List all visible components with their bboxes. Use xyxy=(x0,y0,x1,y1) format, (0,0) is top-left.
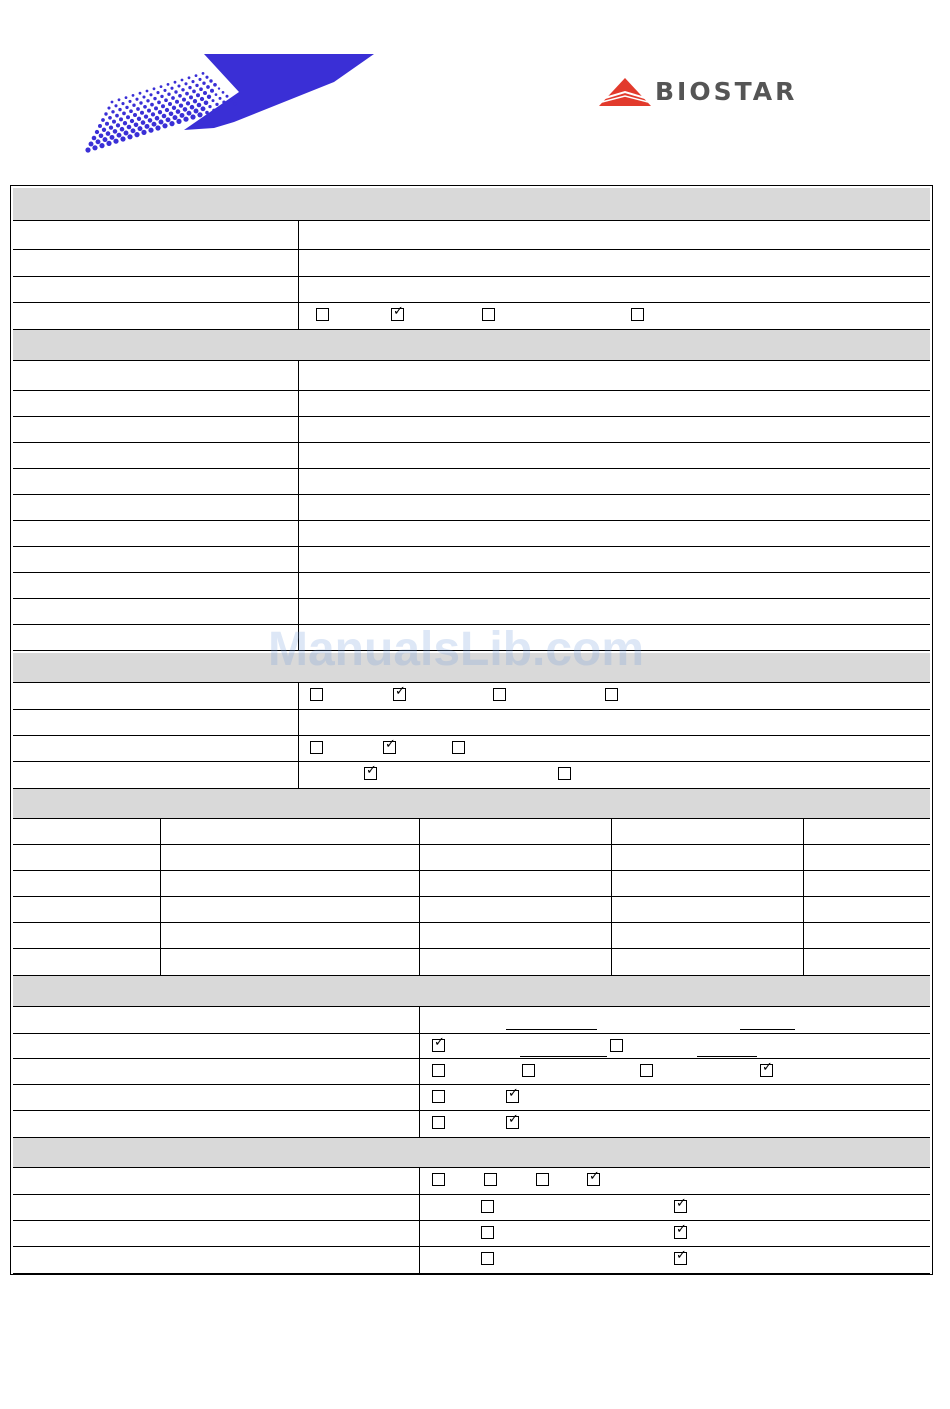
section-5-row xyxy=(13,1059,930,1085)
section-6-row xyxy=(13,1195,930,1221)
option-checkbox[interactable] xyxy=(383,737,396,754)
column-divider xyxy=(160,845,161,870)
section-2-row xyxy=(13,495,930,521)
section-6-row xyxy=(13,1221,930,1247)
section-4-row xyxy=(13,949,930,976)
section-1-row xyxy=(13,303,930,330)
option-checkbox[interactable] xyxy=(432,1173,445,1186)
column-divider xyxy=(419,1007,420,1033)
column-divider xyxy=(611,845,612,870)
section-1-row xyxy=(13,277,930,303)
column-divider xyxy=(419,923,420,948)
column-divider xyxy=(419,845,420,870)
section-3-row xyxy=(13,683,930,710)
column-divider xyxy=(803,871,804,896)
column-divider xyxy=(611,897,612,922)
option-checkbox[interactable] xyxy=(452,741,465,754)
option-checkbox[interactable] xyxy=(506,1086,519,1103)
section-2-row xyxy=(13,417,930,443)
column-divider xyxy=(160,871,161,896)
column-divider xyxy=(611,923,612,948)
section-3-row xyxy=(13,736,930,762)
watermark: ManualsLib.com xyxy=(268,623,645,676)
option-checkbox[interactable] xyxy=(481,1252,494,1265)
column-divider xyxy=(298,495,299,520)
option-checkbox[interactable] xyxy=(391,304,404,321)
column-divider xyxy=(611,949,612,975)
column-divider xyxy=(160,949,161,975)
column-divider xyxy=(419,871,420,896)
column-divider xyxy=(298,469,299,494)
column-divider xyxy=(419,1085,420,1110)
column-divider xyxy=(803,949,804,975)
column-divider xyxy=(298,573,299,598)
section-5-row xyxy=(13,1085,930,1111)
column-divider xyxy=(419,949,420,975)
section-1-row xyxy=(13,221,930,250)
column-divider xyxy=(298,277,299,302)
section-header-2 xyxy=(13,330,930,361)
section-2-row xyxy=(13,573,930,599)
column-divider xyxy=(298,250,299,276)
section-2-row xyxy=(13,469,930,495)
section-3-row xyxy=(13,710,930,736)
section-5-row xyxy=(13,1007,930,1034)
column-divider xyxy=(803,897,804,922)
section-5-row xyxy=(13,1111,930,1138)
option-checkbox[interactable] xyxy=(482,308,495,321)
check-mark-icon: ✓ xyxy=(508,1112,519,1127)
option-checkbox[interactable] xyxy=(432,1090,445,1103)
column-divider xyxy=(803,819,804,844)
section-2-row xyxy=(13,521,930,547)
column-divider xyxy=(298,683,299,709)
section-4-row xyxy=(13,845,930,871)
section-2-row xyxy=(13,547,930,573)
blank-underline xyxy=(697,1056,757,1057)
section-2-row xyxy=(13,361,930,391)
spec-table-inner xyxy=(13,188,930,1272)
option-checkbox[interactable] xyxy=(432,1064,445,1077)
check-mark-icon: ✓ xyxy=(395,684,406,699)
option-checkbox[interactable] xyxy=(605,688,618,701)
check-mark-icon: ✓ xyxy=(366,763,377,778)
option-checkbox[interactable] xyxy=(760,1060,773,1077)
column-divider xyxy=(611,819,612,844)
option-checkbox[interactable] xyxy=(506,1112,519,1129)
option-checkbox[interactable] xyxy=(631,308,644,321)
section-header-4 xyxy=(13,789,930,819)
column-divider xyxy=(419,1034,420,1058)
column-divider xyxy=(803,923,804,948)
option-checkbox[interactable] xyxy=(484,1173,497,1186)
option-checkbox[interactable] xyxy=(536,1173,549,1186)
biostar-triangle-icon xyxy=(597,76,653,108)
column-divider xyxy=(298,391,299,416)
option-checkbox[interactable] xyxy=(310,741,323,754)
check-mark-icon: ✓ xyxy=(508,1086,519,1101)
column-divider xyxy=(298,443,299,468)
blank-underline xyxy=(506,1029,597,1030)
option-checkbox[interactable] xyxy=(432,1035,445,1052)
section-2-row xyxy=(13,391,930,417)
column-divider xyxy=(419,1221,420,1246)
column-divider xyxy=(803,845,804,870)
column-divider xyxy=(160,897,161,922)
check-mark-icon: ✓ xyxy=(385,737,396,752)
column-divider xyxy=(298,521,299,546)
option-checkbox[interactable] xyxy=(493,688,506,701)
option-checkbox[interactable] xyxy=(610,1039,623,1052)
section-6-row xyxy=(13,1247,930,1274)
option-checkbox[interactable] xyxy=(481,1226,494,1239)
biostar-logo xyxy=(597,76,882,108)
check-mark-icon: ✓ xyxy=(589,1169,600,1184)
check-mark-icon: ✓ xyxy=(434,1035,445,1050)
check-mark-icon: ✓ xyxy=(393,304,404,319)
option-checkbox[interactable] xyxy=(393,684,406,701)
section-5-row xyxy=(13,1034,930,1059)
option-checkbox[interactable] xyxy=(558,767,571,780)
check-mark-icon: ✓ xyxy=(676,1196,687,1211)
column-divider xyxy=(419,819,420,844)
column-divider xyxy=(298,599,299,624)
option-checkbox[interactable] xyxy=(364,763,377,780)
section-4-row xyxy=(13,871,930,897)
option-checkbox[interactable] xyxy=(640,1064,653,1077)
column-divider xyxy=(298,361,299,390)
section-header-5 xyxy=(13,976,930,1007)
column-divider xyxy=(298,762,299,788)
column-divider xyxy=(419,1247,420,1273)
section-2-row xyxy=(13,443,930,469)
section-4-row xyxy=(13,819,930,845)
column-divider xyxy=(419,897,420,922)
column-divider xyxy=(419,1111,420,1137)
option-checkbox[interactable] xyxy=(674,1196,687,1213)
column-divider xyxy=(298,221,299,249)
check-mark-icon: ✓ xyxy=(762,1060,773,1075)
column-divider xyxy=(160,923,161,948)
option-checkbox[interactable] xyxy=(522,1064,535,1077)
blank-underline xyxy=(740,1029,795,1030)
option-checkbox[interactable] xyxy=(674,1248,687,1265)
check-mark-icon: ✓ xyxy=(676,1222,687,1237)
column-divider xyxy=(298,303,299,329)
column-divider xyxy=(298,710,299,735)
column-divider xyxy=(419,1059,420,1084)
column-divider xyxy=(419,1195,420,1220)
option-checkbox[interactable] xyxy=(674,1222,687,1239)
column-divider xyxy=(298,736,299,761)
column-divider xyxy=(419,1168,420,1194)
section-6-row xyxy=(13,1168,930,1195)
section-1-row xyxy=(13,250,930,277)
column-divider xyxy=(298,417,299,442)
swoosh-logo-icon xyxy=(84,52,374,156)
column-divider xyxy=(298,547,299,572)
section-header-1 xyxy=(13,188,930,221)
section-header-6 xyxy=(13,1138,930,1168)
option-checkbox[interactable] xyxy=(587,1169,600,1186)
option-checkbox[interactable] xyxy=(316,308,329,321)
check-mark-icon: ✓ xyxy=(676,1248,687,1263)
column-divider xyxy=(160,819,161,844)
section-4-row xyxy=(13,897,930,923)
option-checkbox[interactable] xyxy=(432,1116,445,1129)
blank-underline xyxy=(520,1056,607,1057)
section-4-row xyxy=(13,923,930,949)
brand-name: BIOSTAR xyxy=(655,77,798,106)
column-divider xyxy=(611,871,612,896)
spec-table xyxy=(10,185,933,1275)
option-checkbox[interactable] xyxy=(481,1200,494,1213)
option-checkbox[interactable] xyxy=(310,688,323,701)
section-3-row xyxy=(13,762,930,789)
